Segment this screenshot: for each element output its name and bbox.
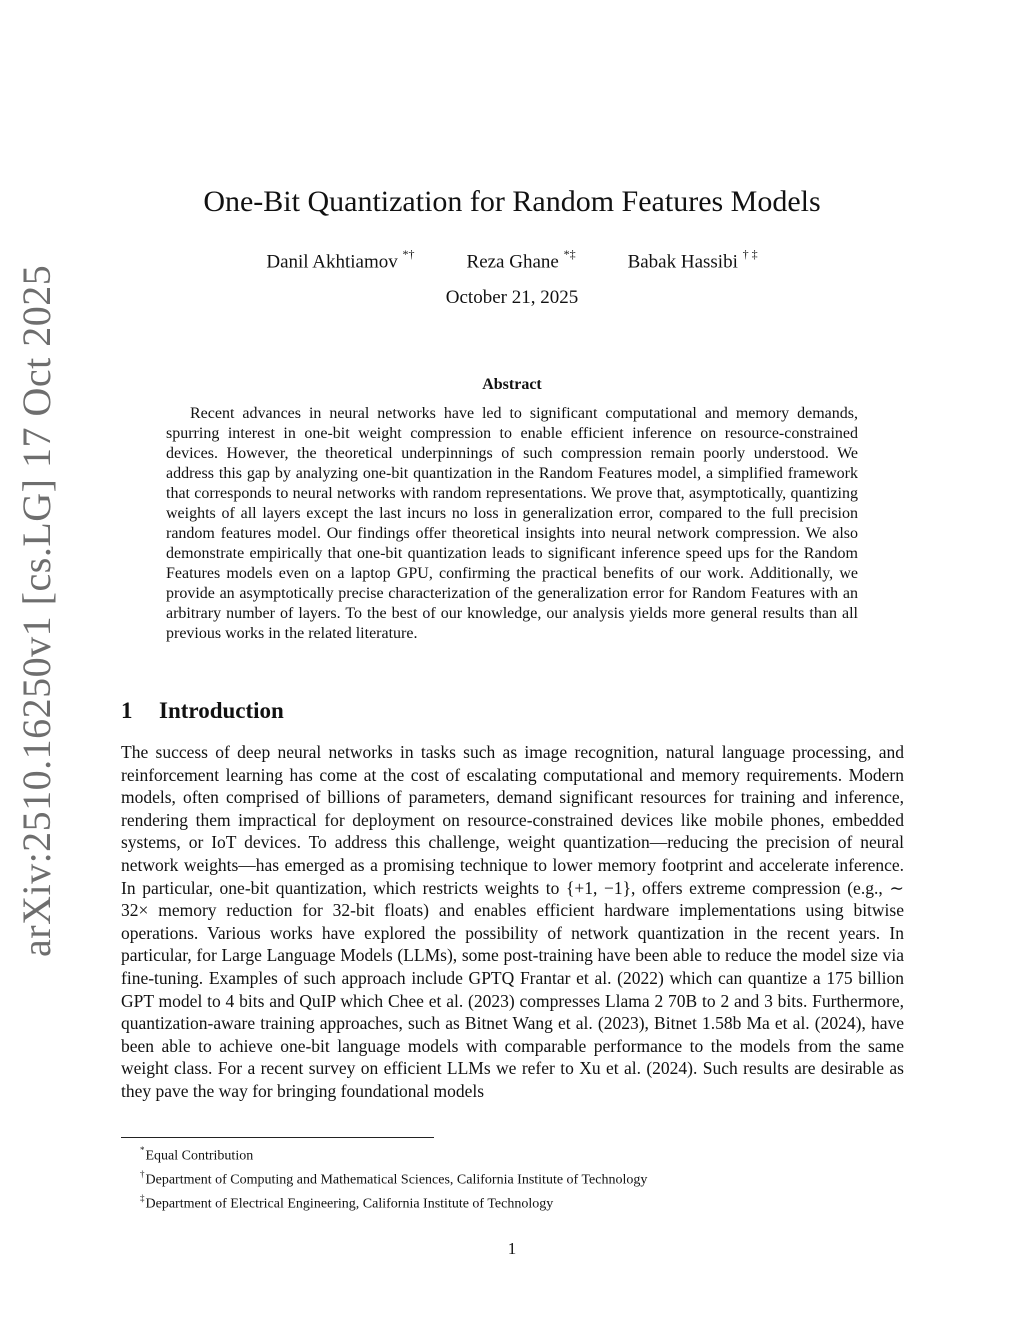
- author-name: Babak Hassibi: [627, 251, 738, 273]
- paper-title: One-Bit Quantization for Random Features Models: [203, 185, 821, 218]
- introduction-paragraph: The success of deep neural networks in tasks such as image recognition, natural language processing, and reinforcement learning has come at the cost of escalating computational and memory requirements. Modern models, often comprised of billions of parameters, demand significant resources for training and inference, rendering them impractical for deployment on resource-constrained devices like mobile phones, embedded systems, or IoT devices. To address this challenge, weight quantization—reducing the precision of neural network weights—has emerged as a promising technique to lower memory footprint and accelerate inference. In particular, one-bit quantization, which restricts weights to {+1, −1}, offers extreme compression (e.g., ∼ 32× memory reduction for 32-bit floats) and enables efficient hardware implementations using bitwise operations. Various works have explored the possibility of network quantization in the recent years. In particular, for Large Language Models (LLMs), some post-training have been able to reduce the model size via fine-tuning. Examples of such approach include GPTQ Frantar et al. (2022) which can quantize a 175 billion GPT model to 4 bits and QuIP which Chee et al. (2023) compresses Llama 2 70B to 2 and 3 bits. Furthermore, quantization-aware training approaches, such as Bitnet Wang et al. (2023), Bitnet 1.58b Ma et al. (2024), have been able to achieve one-bit language models with comparable performance to the models from the same weight class. For a recent survey on efficient LLMs we refer to Xu et al. (2024). Such results are desirable as they pave the way for bringing foundational models: [121, 742, 904, 1101]
- section-number: 1: [121, 698, 133, 723]
- footnote-divider: [121, 1137, 434, 1138]
- author: [467, 243, 576, 275]
- footnote-mark: *: [140, 1145, 145, 1155]
- section-title: Introduction: [159, 698, 284, 723]
- arxiv-identifier-stamp: arXiv:2510.16250v1 [cs.LG] 17 Oct 2025: [14, 264, 59, 957]
- footnote: [140, 1166, 900, 1190]
- footnote-mark: ‡: [140, 1193, 145, 1204]
- footnote-text: Equal Contribution: [145, 1148, 254, 1164]
- paper-date: October 21, 2025: [445, 287, 579, 308]
- section-heading: [121, 696, 284, 726]
- author: [628, 243, 758, 275]
- footnote-text: Department of Electrical Engineering, California Institute of Technology: [145, 1196, 554, 1212]
- footnote-mark: †: [140, 1169, 145, 1180]
- abstract-heading: Abstract: [482, 376, 542, 393]
- page-number: 1: [507, 1239, 517, 1258]
- author: [266, 243, 414, 275]
- abstract-text: Recent advances in neural networks have led to significant computational and memory demands, spurring interest in one-bit weight compression to enable efficient inference on resource-constrained devices. However, the theoretical underpinnings of such compression remain poorly understood. We address this gap by analyzing one-bit quantization in the Random Features model, a simplified framework that corresponds to neural networks with random representations. We prove that, asymptotically, quantizing weights of all layers except the last incurs no loss in generalization error, compared to the full precision random features model. Our findings offer theoretical insights into neural network compression. We also demonstrate empirically that one-bit quantization leads to significant inference speed ups for the Random Features models even on a laptop GPU, confirming the practical benefits of our work. Additionally, we provide an asymptotically precise characterization of the generalization error for Random Features with an arbitrary number of layers. To the best of our knowledge, our analysis yields more general results than all previous works in the related literature.: [166, 405, 858, 642]
- author-list: [0, 243, 1024, 275]
- footnote: [140, 1142, 900, 1166]
- footnote-text: Department of Computing and Mathematical Sciences, California Institute of Technology: [145, 1172, 648, 1188]
- footnote: [140, 1190, 900, 1214]
- author-affiliation-marks: † ‡: [742, 247, 758, 261]
- author-affiliation-marks: *‡: [563, 247, 576, 261]
- author-name: Reza Ghane: [466, 251, 559, 273]
- footnotes: [140, 1142, 900, 1214]
- author-name: Danil Akhtiamov: [266, 251, 398, 273]
- author-affiliation-marks: *†: [402, 247, 415, 261]
